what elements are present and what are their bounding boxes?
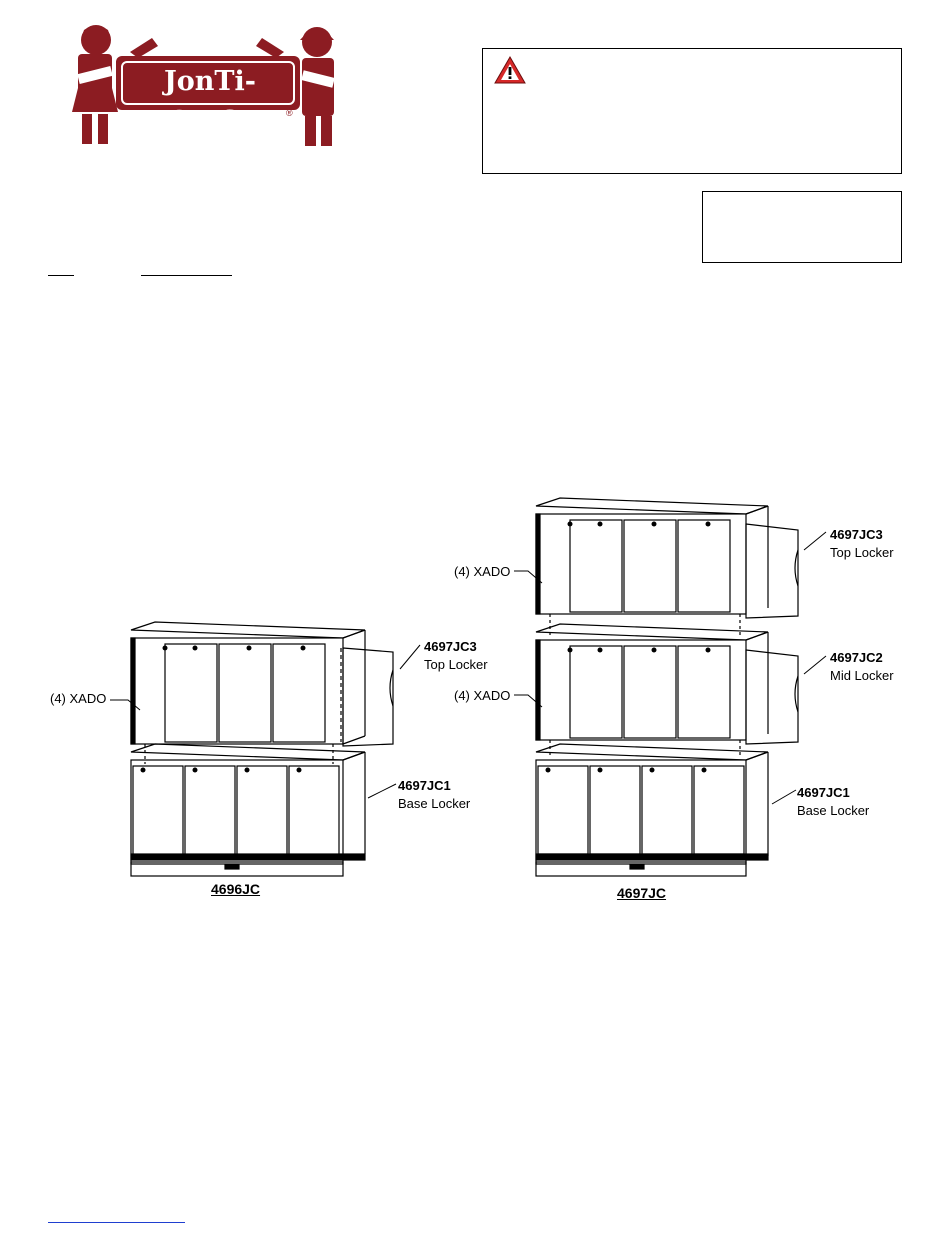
top-locker-open-door [343,648,393,746]
component-name-top-locker: Top Locker [424,657,488,672]
component-name-base-locker: Base Locker [398,796,471,811]
base-locker-body [536,760,746,864]
assembly-model-caption: 4696JC [211,881,261,897]
info-box [702,191,902,263]
assembly-model-caption: 4697JC [617,885,667,901]
top-locker-top-panel [131,622,365,638]
warning-triangle-icon [493,55,527,85]
underline-long [141,275,232,276]
leader-line-xado-right-mid [514,689,554,719]
warning-box [482,48,902,174]
mid-locker-top-panel [536,624,768,640]
base-locker-top-panel [536,744,768,760]
component-name-base-locker: Base Locker [797,803,870,818]
leader-line-xado-left [110,690,170,730]
logo-registered-mark: ® [286,108,293,118]
base-locker-top-panel [131,744,365,760]
leader-line-xado-right-top [514,565,554,595]
leader-line-base-locker-left [362,782,402,812]
component-name-mid-locker: Mid Locker [830,668,894,683]
footer-link[interactable] [48,1222,185,1223]
component-code-base-locker: 4697JC1 [797,785,850,800]
component-name-top-locker: Top Locker [830,545,894,560]
hardware-callout-xado: (4) XADO [454,564,511,579]
mid-locker-body [536,640,746,740]
component-code-base-locker: 4697JC1 [398,778,451,793]
mid-locker-open-door [746,650,798,744]
component-code-top-locker: 4697JC3 [830,527,883,542]
top-locker-body [536,514,746,614]
top-locker-top-panel [536,498,768,514]
component-code-top-locker: 4697JC3 [424,639,477,654]
component-code-mid-locker: 4697JC2 [830,650,883,665]
hardware-callout-xado: (4) XADO [50,691,107,706]
underline-short [48,275,74,276]
hardware-callout-xado: (4) XADO [454,688,511,703]
top-locker-open-door [746,524,798,618]
jonti-craft-logo [62,18,352,150]
logo-wordmark: JonTi-CrafT [164,66,256,137]
assembly-4696jc-drawing [125,618,425,888]
assembly-4697jc-drawing [530,496,830,891]
